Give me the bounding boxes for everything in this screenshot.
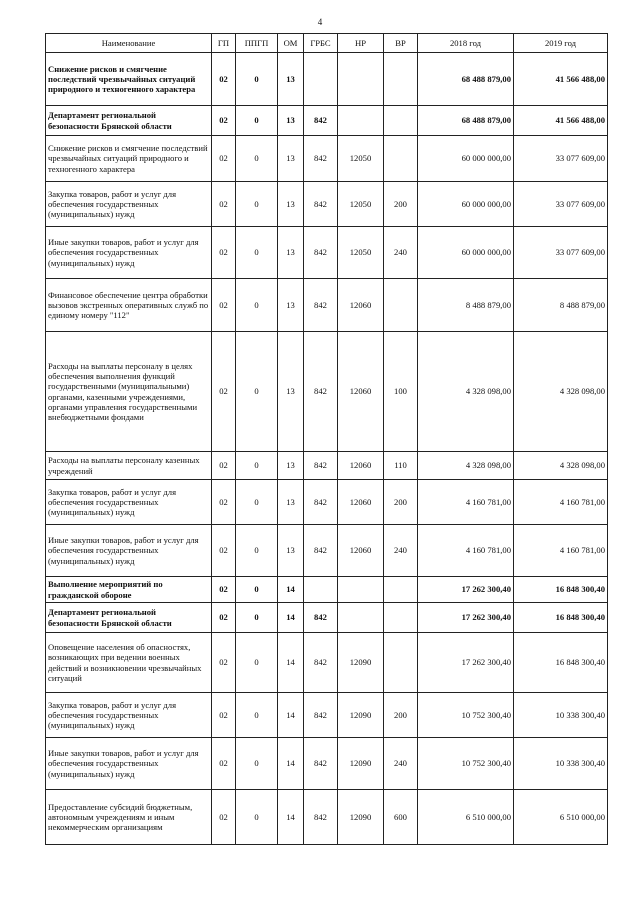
row-vr: 240: [384, 738, 418, 790]
row-ppgp: 0: [236, 603, 278, 633]
table-row: [46, 332, 608, 452]
row-om: 13: [278, 525, 304, 577]
row-name: Расходы на выплаты персоналу в целях обеспечения выполнения функций государственными (муниципальными) органами, казенными учреждениями, органами управления государственными внебюджетными фондами: [46, 332, 212, 452]
row-vr: [384, 53, 418, 106]
row-name: Расходы на выплаты персоналу казенных учреждений: [46, 452, 212, 480]
row-grbs: 842: [304, 633, 338, 693]
table-row: [46, 633, 608, 693]
row-2019: 4 328 098,00: [514, 332, 608, 452]
table-row: [46, 738, 608, 790]
row-grbs: 842: [304, 136, 338, 182]
row-vr: 110: [384, 452, 418, 480]
row-nr: 12060: [338, 480, 384, 525]
row-gp: 02: [212, 106, 236, 136]
row-vr: 240: [384, 227, 418, 279]
row-2018: 17 262 300,40: [418, 633, 514, 693]
row-om: 14: [278, 603, 304, 633]
row-nr: 12060: [338, 279, 384, 332]
row-grbs: 842: [304, 106, 338, 136]
row-name: Иные закупки товаров, работ и услуг для обеспечения государственных (муниципальных) нужд: [46, 227, 212, 279]
header-2018: 2018 год: [418, 34, 514, 53]
row-2018: 4 328 098,00: [418, 332, 514, 452]
row-nr: 12050: [338, 227, 384, 279]
row-2018: 60 000 000,00: [418, 227, 514, 279]
row-2019: 4 160 781,00: [514, 480, 608, 525]
row-2018: 10 752 300,40: [418, 693, 514, 738]
row-nr: [338, 106, 384, 136]
table-row: [46, 577, 608, 603]
row-name: Предоставление субсидий бюджетным, автономным учреждениям и иным некоммерческим организациям: [46, 790, 212, 845]
row-grbs: 842: [304, 480, 338, 525]
row-nr: 12060: [338, 452, 384, 480]
row-gp: 02: [212, 525, 236, 577]
row-ppgp: 0: [236, 279, 278, 332]
row-grbs: 842: [304, 738, 338, 790]
table-row: [46, 136, 608, 182]
table-row: [46, 693, 608, 738]
row-gp: 02: [212, 738, 236, 790]
table-row: [46, 106, 608, 136]
row-gp: 02: [212, 227, 236, 279]
row-name: Оповещение населения об опасностях, возникающих при ведении военных действий и возникновении чрезвычайных ситуаций: [46, 633, 212, 693]
row-ppgp: 0: [236, 182, 278, 227]
row-grbs: 842: [304, 603, 338, 633]
row-2019: 16 848 300,40: [514, 577, 608, 603]
table-row: [46, 53, 608, 106]
row-2019: 6 510 000,00: [514, 790, 608, 845]
row-nr: 12090: [338, 633, 384, 693]
row-vr: 240: [384, 525, 418, 577]
row-om: 13: [278, 227, 304, 279]
row-2019: 33 077 609,00: [514, 182, 608, 227]
table-row: [46, 279, 608, 332]
row-2019: 41 566 488,00: [514, 53, 608, 106]
row-name: Снижение рисков и смягчение последствий чрезвычайных ситуаций природного и техногенного характера: [46, 53, 212, 106]
row-ppgp: 0: [236, 227, 278, 279]
row-vr: [384, 633, 418, 693]
row-2018: 17 262 300,40: [418, 603, 514, 633]
row-grbs: 842: [304, 332, 338, 452]
row-ppgp: 0: [236, 106, 278, 136]
row-om: 14: [278, 693, 304, 738]
row-grbs: [304, 577, 338, 603]
row-vr: [384, 577, 418, 603]
row-name: Иные закупки товаров, работ и услуг для обеспечения государственных (муниципальных) нужд: [46, 738, 212, 790]
row-2018: 6 510 000,00: [418, 790, 514, 845]
row-om: 13: [278, 106, 304, 136]
row-gp: 02: [212, 136, 236, 182]
row-ppgp: 0: [236, 693, 278, 738]
budget-table: [45, 33, 608, 845]
row-vr: 100: [384, 332, 418, 452]
row-ppgp: 0: [236, 633, 278, 693]
row-ppgp: 0: [236, 136, 278, 182]
row-vr: 200: [384, 480, 418, 525]
row-2018: 60 000 000,00: [418, 182, 514, 227]
header-ppgp: ППГП: [236, 34, 278, 53]
row-ppgp: 0: [236, 525, 278, 577]
row-vr: 600: [384, 790, 418, 845]
row-2019: 10 338 300,40: [514, 738, 608, 790]
row-2019: 33 077 609,00: [514, 227, 608, 279]
header-2019: 2019 год: [514, 34, 608, 53]
page-number: 4: [317, 17, 323, 27]
row-nr: [338, 603, 384, 633]
row-om: 14: [278, 633, 304, 693]
row-gp: 02: [212, 182, 236, 227]
row-gp: 02: [212, 633, 236, 693]
table-row: [46, 452, 608, 480]
row-name: Финансовое обеспечение центра обработки вызовов экстренных оперативных служб по единому номеру "112": [46, 279, 212, 332]
row-2019: 41 566 488,00: [514, 106, 608, 136]
row-nr: 12090: [338, 738, 384, 790]
row-nr: 12050: [338, 182, 384, 227]
row-grbs: 842: [304, 452, 338, 480]
row-name: Закупка товаров, работ и услуг для обеспечения государственных (муниципальных) нужд: [46, 480, 212, 525]
row-nr: [338, 577, 384, 603]
row-vr: 200: [384, 182, 418, 227]
row-name: Выполнение мероприятий по гражданской обороне: [46, 577, 212, 603]
row-vr: [384, 136, 418, 182]
row-om: 14: [278, 790, 304, 845]
row-nr: 12050: [338, 136, 384, 182]
row-gp: 02: [212, 693, 236, 738]
row-om: 13: [278, 332, 304, 452]
row-2018: 10 752 300,40: [418, 738, 514, 790]
row-2019: 16 848 300,40: [514, 603, 608, 633]
row-grbs: 842: [304, 182, 338, 227]
row-ppgp: 0: [236, 332, 278, 452]
row-2018: 4 160 781,00: [418, 480, 514, 525]
row-ppgp: 0: [236, 452, 278, 480]
row-om: 13: [278, 452, 304, 480]
header-name: Наименование: [46, 34, 212, 53]
row-gp: 02: [212, 53, 236, 106]
header-om: ОМ: [278, 34, 304, 53]
row-ppgp: 0: [236, 790, 278, 845]
row-om: 13: [278, 279, 304, 332]
row-nr: [338, 53, 384, 106]
row-2018: 8 488 879,00: [418, 279, 514, 332]
row-nr: 12090: [338, 693, 384, 738]
row-name: Департамент региональной безопасности Брянской области: [46, 603, 212, 633]
table-row: [46, 182, 608, 227]
row-ppgp: 0: [236, 480, 278, 525]
table-row: [46, 480, 608, 525]
row-gp: 02: [212, 480, 236, 525]
row-2018: 17 262 300,40: [418, 577, 514, 603]
table-row: [46, 525, 608, 577]
row-2019: 4 160 781,00: [514, 525, 608, 577]
row-name: Снижение рисков и смягчение последствий чрезвычайных ситуаций природного и техногенного характера: [46, 136, 212, 182]
row-2018: 68 488 879,00: [418, 53, 514, 106]
row-2018: 4 160 781,00: [418, 525, 514, 577]
row-om: 14: [278, 738, 304, 790]
row-grbs: 842: [304, 279, 338, 332]
row-om: 13: [278, 136, 304, 182]
row-2019: 10 338 300,40: [514, 693, 608, 738]
table-header-row: [46, 34, 608, 53]
row-2019: 4 328 098,00: [514, 452, 608, 480]
row-vr: [384, 106, 418, 136]
row-gp: 02: [212, 790, 236, 845]
table-row: [46, 603, 608, 633]
row-om: 13: [278, 480, 304, 525]
row-gp: 02: [212, 577, 236, 603]
row-ppgp: 0: [236, 738, 278, 790]
row-gp: 02: [212, 603, 236, 633]
row-om: 13: [278, 182, 304, 227]
row-om: 13: [278, 53, 304, 106]
row-name: Закупка товаров, работ и услуг для обеспечения государственных (муниципальных) нужд: [46, 693, 212, 738]
row-om: 14: [278, 577, 304, 603]
row-nr: 12090: [338, 790, 384, 845]
row-vr: 200: [384, 693, 418, 738]
row-vr: [384, 603, 418, 633]
table-body: [46, 53, 608, 845]
row-vr: [384, 279, 418, 332]
table-row: [46, 790, 608, 845]
row-name: Иные закупки товаров, работ и услуг для обеспечения государственных (муниципальных) нужд: [46, 525, 212, 577]
row-name: Закупка товаров, работ и услуг для обеспечения государственных (муниципальных) нужд: [46, 182, 212, 227]
row-2018: 4 328 098,00: [418, 452, 514, 480]
row-2018: 68 488 879,00: [418, 106, 514, 136]
header-vr: ВР: [384, 34, 418, 53]
row-gp: 02: [212, 332, 236, 452]
row-2019: 8 488 879,00: [514, 279, 608, 332]
row-ppgp: 0: [236, 577, 278, 603]
row-nr: 12060: [338, 525, 384, 577]
row-grbs: 842: [304, 693, 338, 738]
row-gp: 02: [212, 279, 236, 332]
row-name: Департамент региональной безопасности Брянской области: [46, 106, 212, 136]
header-gp: ГП: [212, 34, 236, 53]
header-grbs: ГРБС: [304, 34, 338, 53]
header-nr: НР: [338, 34, 384, 53]
row-2019: 33 077 609,00: [514, 136, 608, 182]
table-row: [46, 227, 608, 279]
row-ppgp: 0: [236, 53, 278, 106]
row-gp: 02: [212, 452, 236, 480]
row-grbs: 842: [304, 790, 338, 845]
row-grbs: [304, 53, 338, 106]
row-2018: 60 000 000,00: [418, 136, 514, 182]
row-grbs: 842: [304, 227, 338, 279]
row-grbs: 842: [304, 525, 338, 577]
row-nr: 12060: [338, 332, 384, 452]
row-2019: 16 848 300,40: [514, 633, 608, 693]
